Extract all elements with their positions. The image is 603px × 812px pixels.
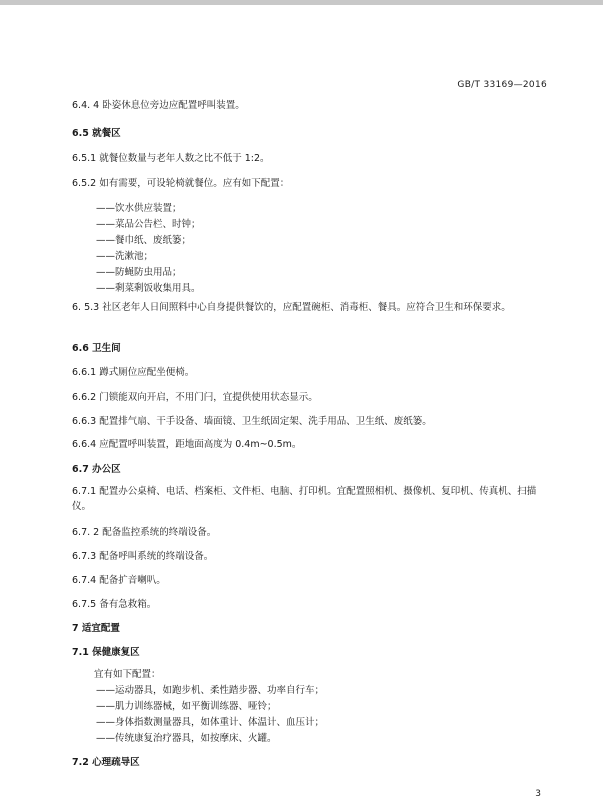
clause-6-5-2: 6.5.2 如有需要，可设轮椅就餐位。应有如下配置： — [72, 178, 290, 189]
list-item: ——餐巾纸、废纸篓； — [96, 235, 192, 246]
page-number: 3 — [535, 789, 541, 799]
clause-6-7-4: 6.7.4 配备扩音喇叭。 — [72, 575, 166, 586]
section-heading-7-2: 7.2 心理疏导区 — [72, 757, 140, 768]
clause-6-7-5: 6.7.5 备有急救箱。 — [72, 599, 157, 610]
clause-6-7-1: 6.7.1 配置办公桌椅、电话、档案柜、文件柜、电脑、打印机。宜配置照相机、摄像机、复印机、传真机、扫描仪。 — [72, 486, 537, 512]
list-item: ——饮水供应装置； — [96, 203, 182, 214]
section-heading-6-5: 6.5 就餐区 — [72, 128, 121, 139]
clause-6-7-2: 6.7. 2 配备监控系统的终端设备。 — [72, 527, 217, 538]
list-item: ——防蝇防虫用品； — [96, 267, 182, 278]
clause-6-5-3: 6. 5.3 社区老年人日间照料中心自身提供餐饮的，应配置碗柜、消毒柜、餐具。应符合卫生和环保要求。 — [72, 302, 511, 313]
clause-6-6-2: 6.6.2 门锁能双向开启，不用门闩，宜提供使用状态显示。 — [72, 392, 318, 403]
list-item: ——身体指数测量器具，如体重计、体温计、血压计； — [96, 717, 325, 728]
clause-6-5-1: 6.5.1 就餐位数量与老年人数之比不低于 1:2。 — [72, 153, 270, 164]
list-item: ——运动器具，如跑步机、柔性踏步器、功率自行车； — [96, 685, 325, 696]
list-item: ——剩菜剩饭收集用具。 — [96, 283, 201, 294]
list-item: ——传统康复治疗器具，如按摩床、火罐。 — [96, 733, 277, 744]
clause-6-4-4: 6.4. 4 卧姿休息位旁边应配置呼叫装置。 — [72, 100, 245, 111]
list-item: ——洗漱池； — [96, 251, 154, 262]
clause-6-6-1: 6.6.1 蹲式厕位应配坐便椅。 — [72, 367, 195, 378]
list-item: ——肌力训练器械，如平衡训练器、哑铃； — [96, 701, 277, 712]
section-heading-7-1: 7.1 保健康复区 — [72, 647, 140, 658]
top-border — [0, 0, 603, 5]
clause-6-7-3: 6.7.3 配备呼叫系统的终端设备。 — [72, 551, 214, 562]
section-heading-6-7: 6.7 办公区 — [72, 464, 121, 475]
clause-6-6-4: 6.6.4 应配置呼叫装置，距地面高度为 0.4m~0.5m。 — [72, 439, 302, 450]
chapter-heading-7: 7 适宜配置 — [72, 623, 120, 634]
list-item: ——菜品公告栏、时钟； — [96, 219, 201, 230]
document-code: GB/T 33169—2016 — [457, 80, 547, 90]
section-heading-6-6: 6.6 卫生间 — [72, 343, 121, 354]
list-intro: 宜有如下配置： — [94, 669, 161, 680]
clause-6-6-3: 6.6.3 配置排气扇、干手设备、墙面镜、卫生纸固定架、洗手用品、卫生纸、废纸篓。 — [72, 416, 432, 427]
